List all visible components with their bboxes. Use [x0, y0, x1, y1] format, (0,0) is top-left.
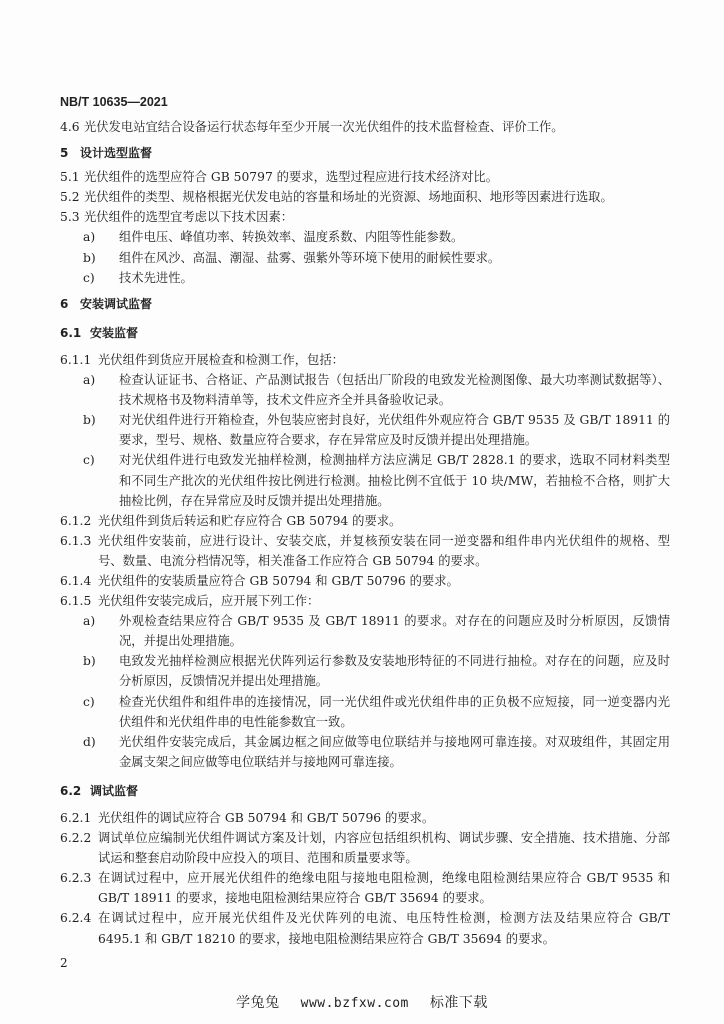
list-item-label: c)	[83, 453, 95, 468]
list-item-text: 外观检查结果应符合 GB/T 9535 及 GB/T 18911 的要求。对存在的问题应及时分析原因，反馈情况，并提出处理措施。	[119, 614, 670, 649]
clause	[60, 828, 670, 868]
clause-text: 光伏组件安装前，应进行设计、安装交底，并复核预安装在同一逆变器和组件串内光伏组件的规格、型号、数量、电流分档情况等，相关准备工作应符合 GB 50794 的要求。	[98, 533, 670, 568]
clause-text: 光伏组件的调试应符合 GB 50794 和 GB/T 50796 的要求。	[98, 811, 435, 825]
clause-number: 4.6	[60, 120, 80, 134]
list-item-label: a)	[83, 230, 96, 245]
clause-text: 光伏组件的类型、规格根据光伏发电站的容量和场址的光资源、场地面积、地形等因素进行选取。	[84, 190, 613, 205]
clause-number: 6.1.4	[60, 573, 92, 588]
clause-text: 光伏组件安装完成后，应开展下列工作：	[98, 594, 320, 609]
list-item	[60, 692, 670, 732]
clause-number: 5.2	[60, 190, 80, 205]
list-item	[60, 248, 670, 268]
list-item-text: 对光伏组件进行电致发光抽样检测，检测抽样方法应满足 GB/T 2828.1 的要求，选取不同材料类型和不同生产批次的光伏组件按比例进行检测。抽检比例不宜低于 10 块/MW，若抽检不合格，则扩大抽检比例，存在异常应及时反馈并提出处理措施。	[119, 453, 670, 508]
clause	[60, 808, 670, 828]
clause-number: 6.2.1	[60, 811, 92, 825]
clause	[60, 511, 670, 531]
list-item-text: 组件在风沙、高温、潮湿、盐雾、强紫外等环境下使用的耐候性要求。	[119, 250, 501, 265]
section-heading	[60, 781, 670, 801]
clause-number: 6.1.5	[60, 594, 92, 609]
list-item	[60, 227, 670, 247]
watermark-tagline: 标准下载	[429, 995, 488, 1011]
watermark-site: 学兔兔	[236, 995, 280, 1011]
clause-text: 光伏组件的选型应符合 GB 50797 的要求，选型过程应进行技术经济对比。	[84, 170, 499, 185]
clause-text: 光伏组件到货后转运和贮存应符合 GB 50794 的要求。	[98, 513, 402, 528]
standard-code: NB/T 10635—2021	[60, 95, 168, 109]
clause	[60, 350, 670, 370]
clause-number: 6.2.4	[60, 911, 92, 926]
list-item-label: c)	[83, 270, 95, 285]
clause-text: 在调试过程中，应开展光伏组件及光伏阵列的电流、电压特性检测，检测方法及结果应符合 GB/T 6495.1 和 GB/T 18210 的要求，接地电阻检测结果应符合 GB/T 35694 的要求。	[98, 911, 670, 946]
clause-number: 6.1.1	[60, 352, 92, 367]
list-item-text: 检查认证证书、合格证、产品测试报告（包括出厂阶段的电致发光检测图像、最大功率测试数据等）、技术规格书及物料清单等，技术文件应齐全并具备验收记录。	[119, 373, 670, 408]
clause-number: 5.1	[60, 170, 80, 185]
clause	[60, 187, 670, 207]
section-title: 安装调试监督	[80, 296, 153, 311]
list-item	[60, 732, 670, 772]
list-item-label: a)	[83, 373, 96, 388]
list-item	[60, 611, 670, 651]
list-item-text: 组件电压、峰值功率、转换效率、温度系数、内阻等性能参数。	[119, 230, 464, 245]
list-item-label: a)	[83, 614, 96, 629]
clause-text: 光伏组件的选型宜考虑以下技术因素：	[84, 210, 294, 225]
page-number: 2	[60, 956, 68, 970]
clause	[60, 908, 670, 948]
section-title: 安装监督	[90, 325, 139, 340]
clause-number: 6.1.3	[60, 533, 92, 548]
clause-number: 5.3	[60, 210, 80, 225]
section-heading	[60, 323, 670, 343]
list-item	[60, 410, 670, 450]
list-item-text: 检查光伏组件和组件串的连接情况，同一光伏组件或光伏组件串的正负极不应短接，同一逆变器内光伏组件和光伏组件串的电性能参数宜一致。	[119, 694, 670, 729]
clause	[60, 531, 670, 571]
watermark	[0, 992, 724, 1012]
section-number: 6.1	[60, 325, 82, 340]
list-item-label: d)	[83, 734, 96, 749]
clause-text: 光伏发电站宜结合设备运行状态每年至少开展一次光伏组件的技术监督检查、评价工作。	[84, 120, 564, 134]
clause	[60, 167, 670, 187]
clause	[60, 207, 670, 227]
clause-number: 6.2.2	[60, 831, 92, 846]
list-item	[60, 370, 670, 410]
section-heading	[60, 143, 670, 163]
section-number: 5	[60, 146, 69, 161]
list-item	[60, 268, 670, 288]
clause-number: 6.1.2	[60, 513, 92, 528]
list-item	[60, 651, 670, 691]
clause	[60, 868, 670, 908]
clause-number: 6.2.3	[60, 871, 92, 886]
section-title: 调试监督	[90, 783, 139, 798]
list-item-text: 电致发光抽样检测应根据光伏阵列运行参数及安装地形特征的不同进行抽检。对存在的问题，应及时分析原因，反馈情况并提出处理措施。	[119, 654, 670, 689]
clause	[60, 117, 670, 137]
section-heading	[60, 294, 670, 314]
clause-text: 光伏组件的安装质量应符合 GB 50794 和 GB/T 50796 的要求。	[98, 573, 459, 588]
section-number: 6	[60, 296, 69, 311]
list-item-label: b)	[83, 413, 96, 428]
section-number: 6.2	[60, 783, 82, 798]
list-item-text: 对光伏组件进行开箱检查，外包装应密封良好，光伏组件外观应符合 GB/T 9535 及 GB/T 18911 的要求，型号、规格、数量应符合要求，存在异常应及时反馈并提出处理措施。	[119, 413, 670, 448]
list-item-label: b)	[83, 654, 96, 669]
clause-text: 调试单位应编制光伏组件调试方案及计划，内容应包括组织机构、调试步骤、安全措施、技术措施、分部试运和整套启动阶段中应投入的项目、范围和质量要求等。	[98, 831, 670, 866]
list-item-label: b)	[83, 250, 96, 265]
document-body	[60, 117, 670, 949]
watermark-url: www.bzfxw.com	[300, 996, 409, 1011]
list-item-text: 技术先进性。	[119, 270, 193, 285]
list-item-text: 光伏组件安装完成后，其金属边框之间应做等电位联结并与接地网可靠连接。对双玻组件，其固定用金属支架之间应做等电位联结并与接地网可靠连接。	[119, 734, 670, 769]
clause	[60, 571, 670, 591]
section-title: 设计选型监督	[80, 146, 153, 161]
clause-text: 在调试过程中，应开展光伏组件的绝缘电阻与接地电阻检测，绝缘电阻检测结果应符合 GB/T 9535 和 GB/T 18911 的要求，接地电阻检测结果应符合 GB/T 35694 的要求。	[98, 871, 670, 906]
clause	[60, 591, 670, 611]
list-item	[60, 450, 670, 510]
clause-text: 光伏组件到货应开展检查和检测工作，包括：	[98, 352, 344, 367]
list-item-label: c)	[83, 694, 95, 709]
